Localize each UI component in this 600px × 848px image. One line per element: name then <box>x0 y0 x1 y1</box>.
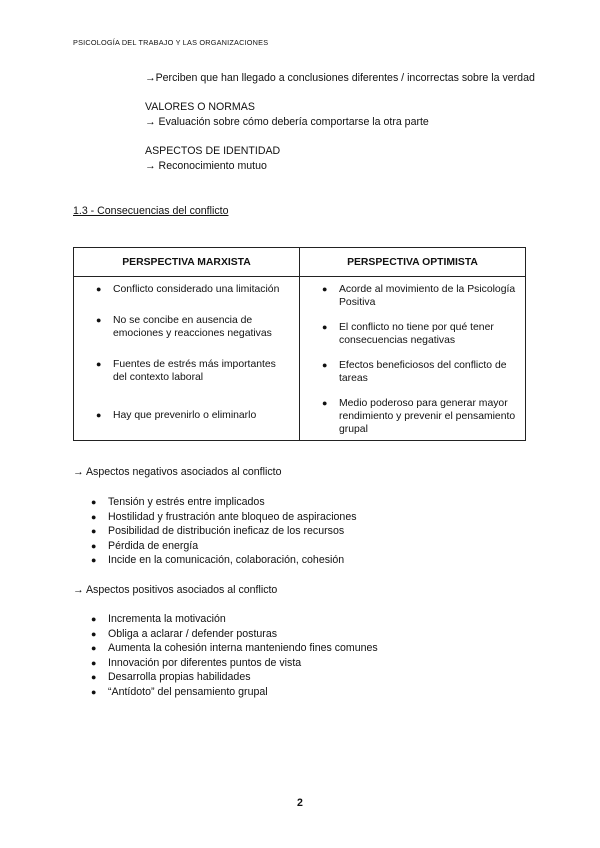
perspectives-table <box>73 247 526 441</box>
bullet-icon: ● <box>91 511 97 522</box>
bullet-icon: ● <box>91 628 97 639</box>
list-item: ● Obliga a aclarar / defender posturas <box>91 627 278 640</box>
values-title: VALORES O NORMAS <box>145 101 255 113</box>
identity-text: → Reconocimiento mutuo <box>145 160 267 172</box>
section-title: 1.3 - Consecuencias del conflicto <box>73 205 229 217</box>
list-item: ● Medio poderoso para generar mayor rendimiento y prevenir el pensamiento grupal <box>322 398 516 435</box>
list-item: ● Tensión y estrés entre implicados <box>91 496 265 508</box>
column-header-optimista: PERSPECTIVA OPTIMISTA <box>300 248 526 277</box>
list-item: ● Acorde al movimiento de la Psicología Positiva <box>322 284 516 308</box>
list-item: ● Hay que prevenirlo o eliminarlo <box>96 410 257 421</box>
running-header: PSICOLOGÍA DEL TRABAJO Y LAS ORGANIZACIONES <box>73 38 269 47</box>
bullet-icon: ● <box>96 359 102 369</box>
bullet-icon: ● <box>91 497 97 507</box>
bullet-icon: ● <box>91 526 97 537</box>
identity-title: ASPECTOS DE IDENTIDAD <box>145 145 281 157</box>
list-item: ● Pérdida de energía <box>91 539 199 552</box>
bullet-icon: ● <box>91 657 97 668</box>
positive-list <box>73 612 378 700</box>
bullet-icon: ● <box>91 614 97 624</box>
bullet-icon: ● <box>91 643 97 654</box>
list-item: ● Aumenta la cohesión interna manteniendo fines comunes <box>91 642 378 655</box>
list-item: ● Innovación por diferentes puntos de vista <box>91 656 302 669</box>
list-item: ● Incide en la comunicación, colaboración, cohesión <box>91 554 345 567</box>
bullet-icon: ● <box>322 322 328 332</box>
list-item: ● Conflicto considerado una limitación <box>96 284 280 295</box>
list-item: ● Posibilidad de distribución ineficaz de los recursos <box>91 525 345 538</box>
list-item: ● Fuentes de estrés más importantes del contexto laboral <box>96 359 276 383</box>
list-item: ● “Antídoto” del pensamiento grupal <box>91 685 268 698</box>
bullet-icon: ● <box>91 672 97 683</box>
page-number: 2 <box>297 797 303 809</box>
bullet-icon: ● <box>91 540 97 551</box>
list-item: ● Desarrolla propias habilidades <box>91 671 251 684</box>
bullet-icon: ● <box>322 360 328 370</box>
bullet-icon: ● <box>91 686 97 697</box>
intro-line: →Perciben que han llegado a conclusiones diferentes / incorrectas sobre la verdad <box>145 72 535 84</box>
bullet-icon: ● <box>96 315 102 325</box>
values-text: → Evaluación sobre cómo debería comportarse la otra parte <box>145 116 429 128</box>
list-item: ● Efectos beneficiosos del conflicto de tareas <box>322 360 507 384</box>
negative-list <box>73 495 357 568</box>
list-item: ● Hostilidad y frustración ante bloqueo de aspiraciones <box>91 510 357 523</box>
column-header-marxista: PERSPECTIVA MARXISTA <box>74 248 300 277</box>
list-item: ● El conflicto no tiene por qué tener consecuencias negativas <box>322 322 494 346</box>
negative-heading: → Aspectos negativos asociados al conflicto <box>73 466 282 478</box>
bullet-icon: ● <box>96 284 102 294</box>
intro-block <box>145 71 535 174</box>
optimista-cell <box>300 277 526 441</box>
marxista-cell <box>74 277 300 441</box>
bullet-icon: ● <box>96 410 102 420</box>
bullet-icon: ● <box>322 284 328 294</box>
list-item: ● Incrementa la motivación <box>91 613 226 625</box>
bullet-icon: ● <box>322 398 328 408</box>
list-item: ● No se concibe en ausencia de emociones y reacciones negativas <box>96 315 272 339</box>
bullet-icon: ● <box>91 555 97 566</box>
positive-heading: → Aspectos positivos asociados al conflicto <box>73 584 278 596</box>
